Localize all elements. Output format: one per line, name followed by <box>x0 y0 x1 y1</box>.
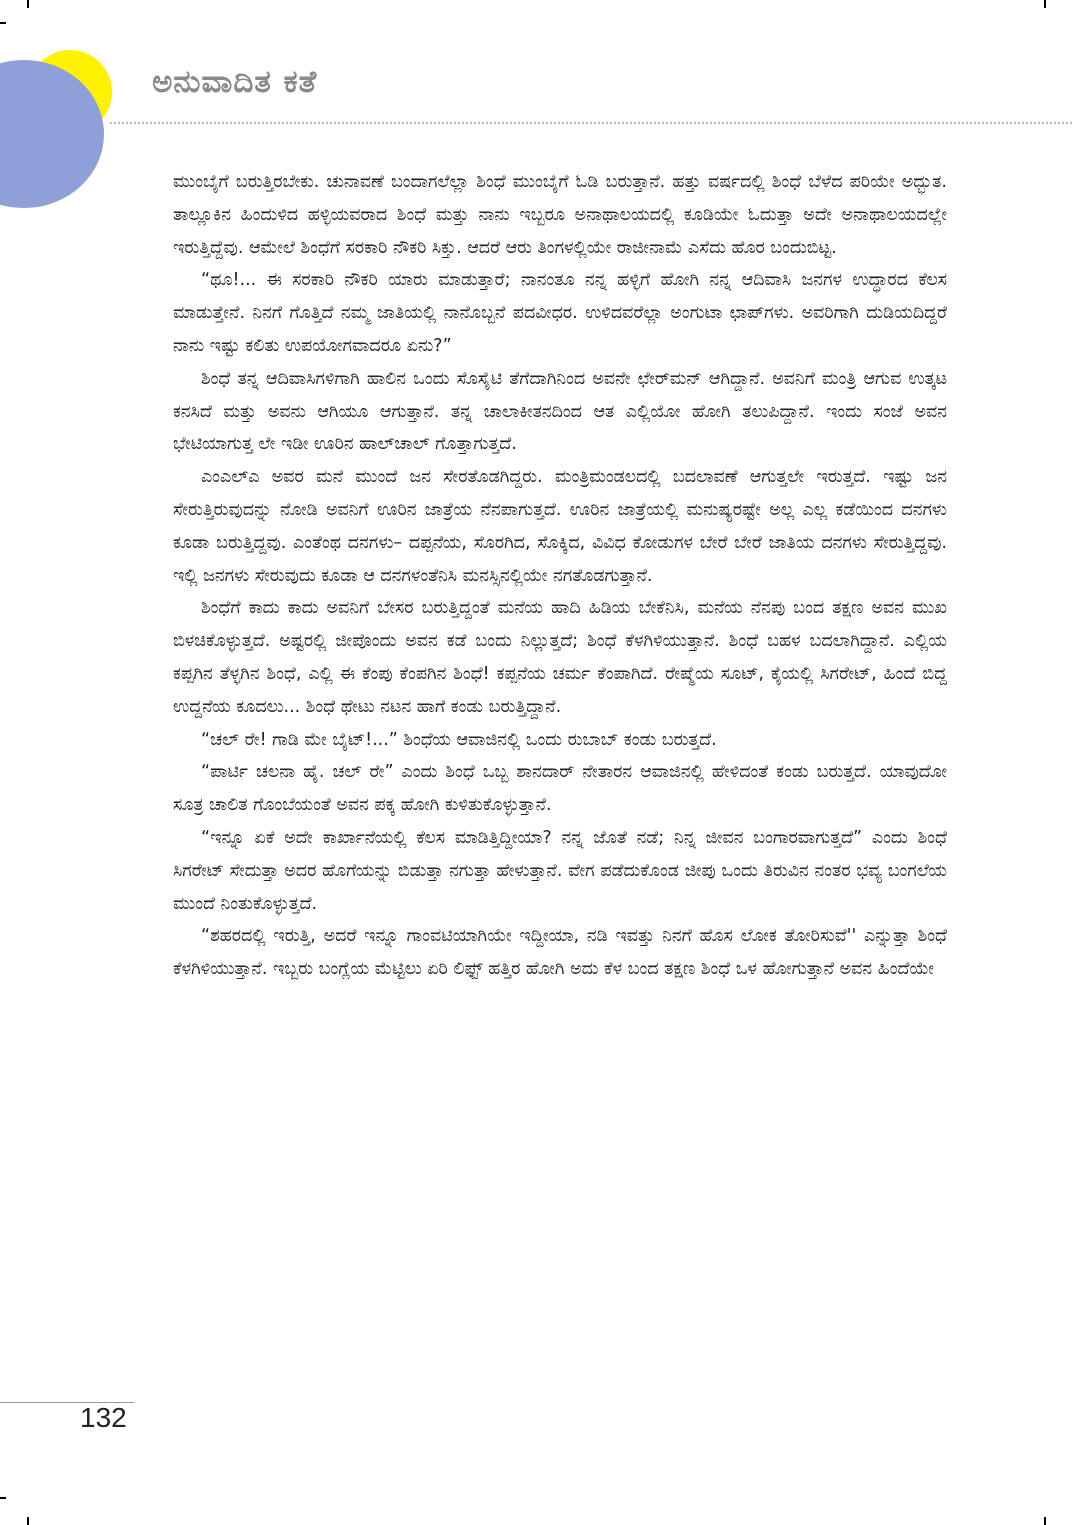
paragraph: ಶಿಂಧೆಗೆ ಕಾದು ಕಾದು ಅವನಿಗೆ ಬೇಸರ ಬರುತ್ತಿದ್ದಂತೆ ಮನೆಯ ಹಾದಿ ಹಿಡಿಯ ಬೇಕೆನಿಸಿ, ಮನೆಯ ನೆನಪು ಬಂದ ತಕ್ಷಣ ಅವನ ಮುಖ ಬಿಳಚಿಕೊಳ್ಳುತ್ತದೆ. ಅಷ್ಟರಲ್ಲಿ ಜೀಪೊಂದು ಅವನ ಕಡೆ ಬಂದು ನಿಲ್ಲುತ್ತದೆ; ಶಿಂಧೆ ಕೆಳಗಿಳಿಯುತ್ತಾನೆ. ಶಿಂಧೆ ಬಹಳ ಬದಲಾಗಿದ್ದಾನೆ. ಎಲ್ಲಿಯ ಕಪ್ಪಗಿನ ತೆಳ್ಳಗಿನ ಶಿಂಧೆ, ಎಲ್ಲಿ ಈ ಕೆಂಪು ಕೆಂಪಗಿನ ಶಿಂಧೆ! ಕಪ್ಪನೆಯ ಚರ್ಮ ಕೆಂಪಾಗಿದೆ. ರೇಷ್ಮೆಯ ಸೂಟ್, ಕೈಯಲ್ಲಿ ಸಿಗರೇಟ್, ಹಿಂದೆ ಬಿದ್ದ ಉದ್ದನೆಯ ಕೂದಲು... ಶಿಂಧೆ ಥೇಟು ನಟನ ಹಾಗೆ ಕಂಡು ಬರುತ್ತಿದ್ದಾನೆ. <box>173 598 947 717</box>
paragraph: “ಚಲ್ ರೇ! ಗಾಡಿ ಮೇ ಬೈಟ್!...” ಶಿಂಧೆಯ ಆವಾಜಿನಲ್ಲಿ ಒಂದು ರುಬಾಬ್ ಕಂಡು ಬರುತ್ತದೆ. <box>201 729 717 750</box>
section-title: ಅನುವಾದಿತ ಕತೆ <box>152 64 318 100</box>
crop-mark-bottom-left <box>27 1517 29 1525</box>
paragraph: “ಶಹರದಲ್ಲಿ ಇರುತ್ತಿ, ಅದರೆ ಇನ್ನೂ ಗಾಂವಟಿಯಾಗಿಯೇ ಇದ್ದೀಯಾ, ನಡಿ ಇವತ್ತು ನಿನಗೆ ಹೊಸ ಲೋಕ ತೋರಿಸುವೆ'' ಎನ್ನುತ್ತಾ ಶಿಂಧೆ ಕೆಳಗಿಳಿಯುತ್ತಾನೆ. ಇಬ್ಬರು ಬಂಗ್ಲೆಯ ಮೆಟ್ಟಿಲು ಏರಿ ಲಿಫ್ಟ್ ಹತ್ತಿರ ಹೋಗಿ ಅದು ಕೆಳ ಬಂದ ತಕ್ಷಣ ಶಿಂಧೆ ಒಳ ಹೋಗುತ್ತಾನೆ ಅವನ ಹಿಂದೆಯೇ <box>173 926 947 980</box>
paragraph: ಶಿಂಧೆ ತನ್ನ ಆದಿವಾಸಿಗಳಿಗಾಗಿ ಹಾಲಿನ ಒಂದು ಸೊಸೈಟಿ ತೆಗೆದಾಗಿನಿಂದ ಅವನೇ ಛೇರ್‌ಮನ್ ಆಗಿದ್ದಾನೆ. ಅವನಿಗೆ ಮಂತ್ರಿ ಆಗುವ ಉತ್ಕಟ ಕನಸಿದೆ ಮತ್ತು ಅವನು ಆಗಿಯೂ ಆಗುತ್ತಾನೆ. ತನ್ನ ಚಾಲಾಕೀತನದಿಂದ ಆತ ಎಲ್ಲಿಯೋ ಹೋಗಿ ತಲುಪಿದ್ದಾನೆ. ಇಂದು ಸಂಜೆ ಅವನ ಭೇಟಿಯಾಗುತ್ತ ಲೇ ಇಡೀ ಊರಿನ ಹಾಲ್‌ಚಾಲ್ ಗೊತ್ತಾಗುತ್ತದೆ. <box>173 368 947 455</box>
paragraph: “ಇನ್ನೂ ಏಕೆ ಅದೇ ಕಾರ್ಖಾನೆಯಲ್ಲಿ ಕೆಲಸ ಮಾಡಿತ್ತಿದ್ದೀಯಾ? ನನ್ನ ಜೊತೆ ನಡೆ; ನಿನ್ನ ಜೀವನ ಬಂಗಾರವಾಗುತ್ತದೆ” ಎಂದು ಶಿಂಧೆ ಸಿಗರೇಟ್ ಸೇದುತ್ತಾ ಅದರ ಹೊಗೆಯನ್ನು ಬಿಡುತ್ತಾ ನಗುತ್ತಾ ಹೇಳುತ್ತಾನೆ. ವೇಗ ಪಡೆದುಕೊಂಡ ಜೀಪು ಒಂದು ತಿರುವಿನ ನಂತರ ಭವ್ಯ ಬಂಗಲೆಯ ಮುಂದೆ ನಿಂತುಕೊಳ್ಳುತ್ತದೆ. <box>173 827 947 914</box>
crop-mark-top-right <box>1044 0 1046 8</box>
paragraph: ಮುಂಬೈಗೆ ಬರುತ್ತಿರಬೇಕು. ಚುನಾವಣೆ ಬಂದಾಗಲೆಲ್ಲಾ ಶಿಂಧೆ ಮುಂಬೈಗೆ ಓಡಿ ಬರುತ್ತಾನೆ. ಹತ್ತು ವರ್ಷದಲ್ಲಿ ಶಿಂಧೆ ಬೆಳೆದ ಪರಿಯೇ ಅದ್ಭುತ. ತಾಲ್ಲೂಕಿನ ಹಿಂದುಳಿದ ಹಳ್ಳಿಯವರಾದ ಶಿಂಧೆ ಮತ್ತು ನಾನು ಇಬ್ಬರೂ ಅನಾಥಾಲಯದಲ್ಲಿ ಕೂಡಿಯೇ ಓದುತ್ತಾ ಅದೇ ಅನಾಥಾಲಯದಲ್ಲೇ ಇರುತ್ತಿದ್ದೆವು. ಆಮೇಲೆ ಶಿಂಧೆಗೆ ಸರಕಾರಿ ನೌಕರಿ ಸಿಕ್ತು. ಆದರೆ ಆರು ತಿಂಗಳಲ್ಲಿಯೇ ರಾಜೀನಾಮೆ ಎಸೆದು ಹೊರ ಬಂದುಬಿಟ್ಟ. <box>173 172 947 258</box>
page-number: 132 <box>80 1402 127 1433</box>
crop-mark-left-upper <box>0 22 6 24</box>
header-dotted-divider <box>110 122 1072 124</box>
crop-mark-bottom-right <box>1044 1517 1046 1525</box>
story-body <box>173 166 947 1398</box>
crop-mark-left-lower <box>0 1497 6 1499</box>
crop-mark-top-left <box>27 0 29 8</box>
paragraph: ಎಂಎಲ್‌ಎ ಅವರ ಮನೆ ಮುಂದೆ ಜನ ಸೇರತೊಡಗಿದ್ದರು. ಮಂತ್ರಿಮಂಡಲದಲ್ಲಿ ಬದಲಾವಣೆ ಆಗುತ್ತಲೇ ಇರುತ್ತದೆ. ಇಷ್ಟು ಜನ ಸೇರುತ್ತಿರುವುದನ್ನು ನೋಡಿ ಅವನಿಗೆ ಊರಿನ ಜಾತ್ರೆಯ ನೆನಪಾಗುತ್ತದೆ. ಊರಿನ ಜಾತ್ರೆಯಲ್ಲಿ ಮನುಷ್ಯರಷ್ಟೇ ಅಲ್ಲ ಎಲ್ಲ ಕಡೆಯಿಂದ ದನಗಳು ಕೂಡಾ ಬರುತ್ತಿದ್ದವು. ಎಂತೆಂಥ ದನಗಳು– ದಪ್ಪನೆಯ, ಸೊರಗಿದ, ಸೊಕ್ಕಿದ, ವಿವಿಧ ಕೋಡುಗಳ ಬೇರೆ ಬೇರೆ ಜಾತಿಯ ದನಗಳು ಸೇರುತ್ತಿದ್ದವು. ಇಲ್ಲಿ ಜನಗಳು ಸೇರುವುದು ಕೂಡಾ ಆ ದನಗಳಂತೆನಿಸಿ ಮನಸ್ಸಿನಲ್ಲಿಯೇ ನಗತೊಡಗುತ್ತಾನೆ. <box>173 467 947 586</box>
paragraph: “ಥೂ!... ಈ ಸರಕಾರಿ ನೌಕರಿ ಯಾರು ಮಾಡುತ್ತಾರೆ; ನಾನಂತೂ ನನ್ನ ಹಳ್ಳಿಗೆ ಹೋಗಿ ನನ್ನ ಆದಿವಾಸಿ ಜನಗಳ ಉದ್ಧಾರದ ಕೆಲಸ ಮಾಡುತ್ತೇನೆ. ನಿನಗೆ ಗೊತ್ತಿದೆ ನಮ್ಮ ಜಾತಿಯಲ್ಲಿ ನಾನೊಬ್ಬನೆ ಪದವೀಧರ. ಉಳಿದವರೆಲ್ಲಾ ಅಂಗುಟಾ ಛಾಪ್‌ಗಳು. ಅವರಿಗಾಗಿ ದುಡಿಯದಿದ್ದರೆ ನಾನು ಇಷ್ಟು ಕಲಿತು ಉಪಯೋಗವಾದರೂ ಏನು?” <box>173 270 947 356</box>
paragraph: “ಪಾರ್ಟಿ ಚಲನಾ ಹೈ. ಚಲ್ ರೇ” ಎಂದು ಶಿಂಧೆ ಒಬ್ಬ ಶಾನದಾರ್ ನೇತಾರನ ಆವಾಜಿನಲ್ಲಿ ಹೇಳಿದಂತೆ ಕಂಡು ಬರುತ್ತದೆ. ಯಾವುದೋ ಸೂತ್ರ ಚಾಲಿತ ಗೊಂಬೆಯಂತೆ ಅವನ ಪಕ್ಕ ಹೋಗಿ ಕುಳಿತುಕೊಳ್ಳುತ್ತಾನೆ. <box>173 762 947 816</box>
